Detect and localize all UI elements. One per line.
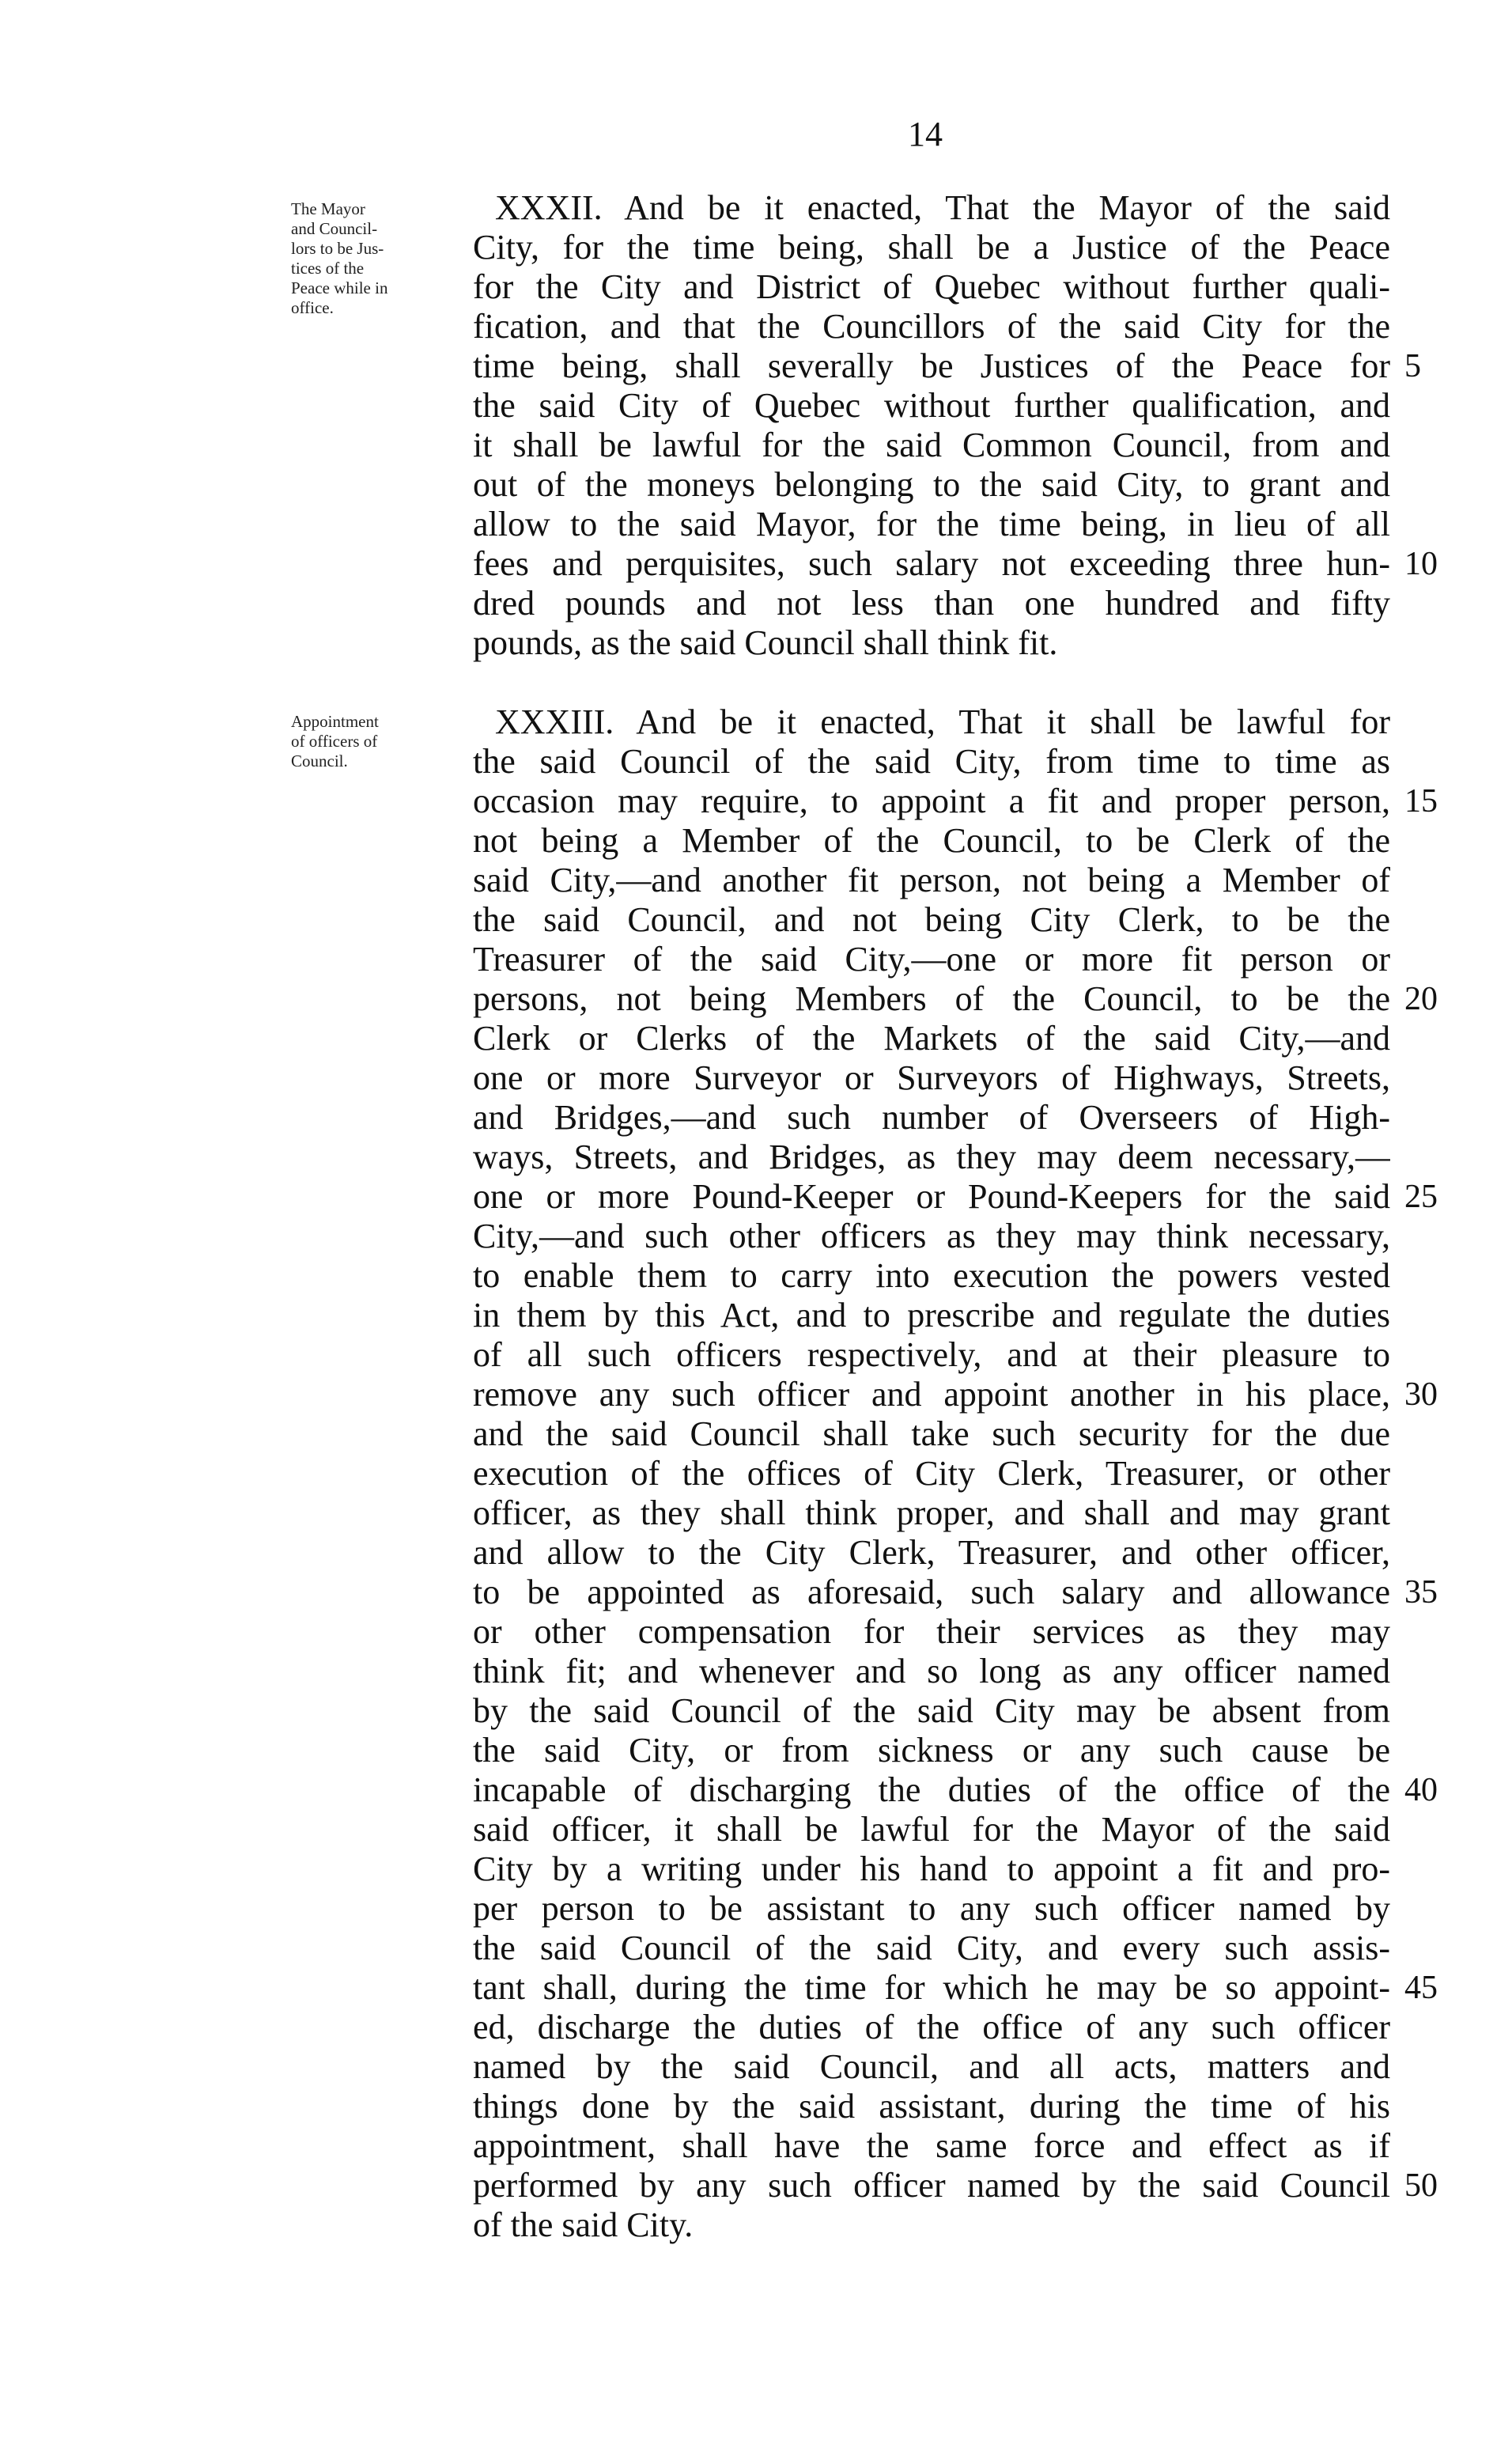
text-line: appointment, shall have the same force and effect as if	[473, 2126, 1390, 2165]
margin-note-line: tices of the	[291, 259, 365, 278]
text-line: of the said City.	[473, 2205, 694, 2244]
text-line: officer, as they shall think proper, and shall and may grant	[473, 1493, 1390, 1532]
text-line: the said City of Quebec without further qualification, and	[473, 386, 1390, 425]
text-line: remove any such officer and appoint another in his place,	[473, 1375, 1390, 1414]
text-line: incapable of discharging the duties of the office of the	[473, 1770, 1390, 1809]
text-line: and allow to the City Clerk, Treasurer, and other officer,	[473, 1533, 1390, 1572]
text-line: City by a writing under his hand to appoint a fit and pro-	[473, 1849, 1390, 1888]
line-number: 35	[1404, 1574, 1438, 1611]
text-line: think fit; and whenever and so long as any officer named	[473, 1652, 1390, 1690]
line-number: 20	[1404, 981, 1438, 1017]
text-line: said City,—and another fit person, not being a Member of	[473, 861, 1390, 899]
text-line: said officer, it shall be lawful for the Mayor of the said	[473, 1810, 1390, 1849]
text-line: of all such officers respectively, and at their pleasure to	[473, 1335, 1390, 1374]
text-line: ways, Streets, and Bridges, as they may deem necessary,—	[473, 1138, 1390, 1176]
text-line: out of the moneys belonging to the said City, to grant and	[473, 465, 1390, 504]
text-line: or other compensation for their services as they may	[473, 1612, 1390, 1651]
text-line: fication, and that the Councillors of the said City for the	[473, 307, 1390, 346]
text-line: in them by this Act, and to prescribe and regulate the duties	[473, 1296, 1390, 1334]
margin-note-line: and Council-	[291, 219, 378, 238]
line-number: 40	[1404, 1772, 1438, 1808]
text-line: per person to be assistant to any such officer named by	[473, 1889, 1390, 1928]
margin-note-line: Peace while in	[291, 278, 388, 297]
text-line: by the said Council of the said City may be absent from	[473, 1691, 1390, 1730]
text-line: occasion may require, to appoint a fit and proper person,	[473, 782, 1390, 820]
line-number: 10	[1404, 546, 1438, 582]
margin-note-line: office.	[291, 298, 334, 317]
text-line: tant shall, during the time for which he may be so appoint-	[473, 1968, 1390, 2007]
margin-note-mayor-justices	[291, 199, 465, 318]
margin-note-line: Council.	[291, 751, 348, 770]
text-line: time being, shall severally be Justices of the Peace for	[473, 346, 1390, 385]
margin-note-appointment-officers	[291, 712, 465, 771]
margin-note-line: lors to be Jus-	[291, 239, 384, 258]
text-line: allow to the said Mayor, for the time being, in lieu of all	[473, 505, 1390, 543]
text-line: persons, not being Members of the Council, to be the	[473, 979, 1390, 1018]
line-number: 15	[1404, 783, 1438, 820]
text-line: not being a Member of the Council, to be Clerk of the	[473, 821, 1390, 860]
text-line: for the City and District of Quebec without further quali-	[473, 267, 1390, 306]
text-line: the said Council of the said City, from time to time as	[473, 742, 1390, 781]
text-line: XXXIII. And be it enacted, That it shall be lawful for	[495, 702, 1390, 741]
margin-note-line: Appointment	[291, 712, 379, 731]
text-line: and the said Council shall take such security for the due	[473, 1414, 1390, 1453]
line-number: 5	[1404, 348, 1421, 384]
text-line: the said City, or from sickness or any such cause be	[473, 1731, 1390, 1770]
line-number: 30	[1404, 1376, 1438, 1413]
text-line: Clerk or Clerks of the Markets of the said City,—and	[473, 1019, 1390, 1058]
line-number: 25	[1404, 1179, 1438, 1215]
text-line: performed by any such officer named by the said Council	[473, 2166, 1390, 2205]
text-line: ed, discharge the duties of the office of any such officer	[473, 2008, 1390, 2046]
text-line: things done by the said assistant, during the time of his	[473, 2087, 1390, 2126]
text-line: fees and perquisites, such salary not exceeding three hun-	[473, 544, 1390, 583]
text-line: it shall be lawful for the said Common Council, from and	[473, 426, 1390, 464]
text-line: named by the said Council, and all acts, matters and	[473, 2047, 1390, 2086]
text-line: execution of the offices of City Clerk, Treasurer, or other	[473, 1454, 1390, 1493]
margin-note-line: The Mayor	[291, 199, 365, 218]
text-line: dred pounds and not less than one hundred and fifty	[473, 584, 1390, 623]
text-line: City,—and such other officers as they may think necessary,	[473, 1217, 1390, 1255]
text-line: Treasurer of the said City,—one or more fit person or	[473, 940, 1390, 979]
text-line: the said Council of the said City, and every such assis-	[473, 1929, 1390, 1967]
line-number: 45	[1404, 1970, 1438, 2006]
line-number: 50	[1404, 2167, 1438, 2204]
text-line: to be appointed as aforesaid, such salary and allowance	[473, 1573, 1390, 1611]
text-line: City, for the time being, shall be a Justice of the Peace	[473, 228, 1390, 267]
section-xxxiii	[473, 702, 1390, 2245]
margin-note-line: of officers of	[291, 732, 378, 751]
text-line: pounds, as the said Council shall think fit.	[473, 623, 1058, 662]
text-line: one or more Pound-Keeper or Pound-Keepers for the said	[473, 1177, 1390, 1216]
section-xxxii	[473, 188, 1390, 663]
page-number: 14	[908, 115, 943, 153]
text-line: to enable them to carry into execution the powers vested	[473, 1256, 1390, 1295]
text-line: the said Council, and not being City Clerk, to be the	[473, 900, 1390, 939]
text-line: one or more Surveyor or Surveyors of Highways, Streets,	[473, 1058, 1390, 1097]
text-line: and Bridges,—and such number of Overseers of High-	[473, 1098, 1390, 1137]
text-line: XXXII. And be it enacted, That the Mayor of the said	[495, 188, 1390, 227]
